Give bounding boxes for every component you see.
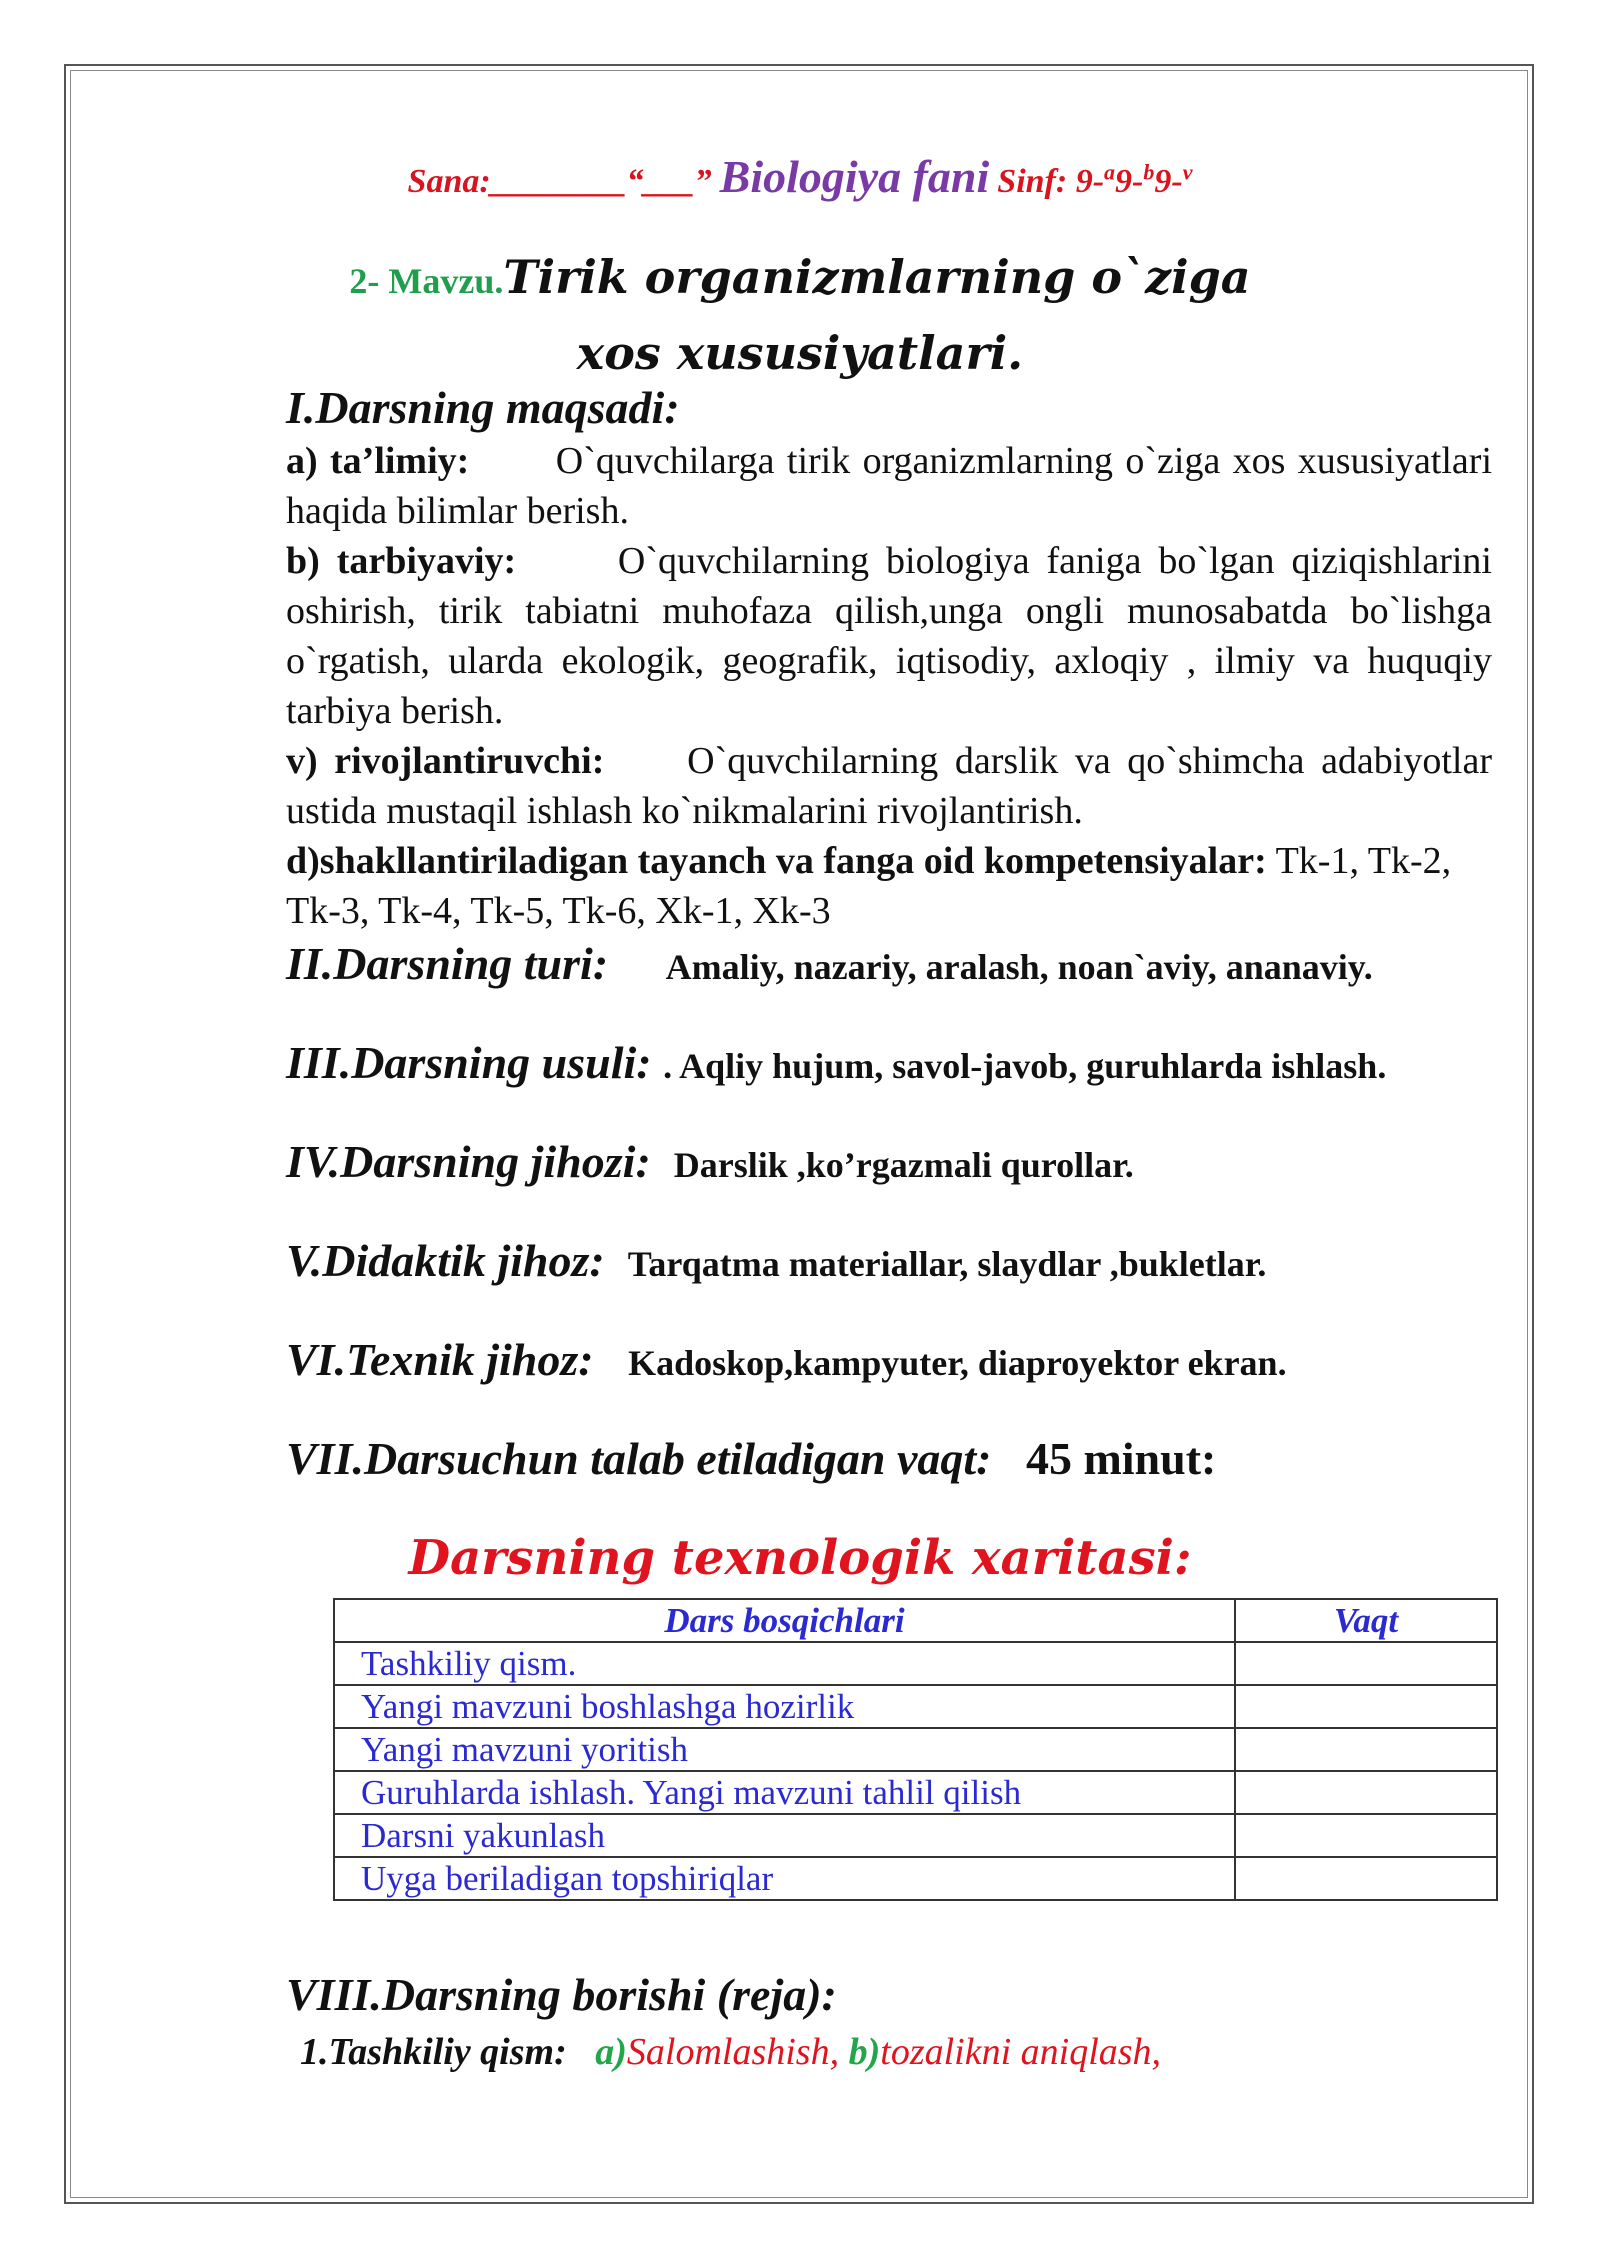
topic-title: Tirik organizmlarning o`ziga xos xususiyatlari. bbox=[503, 250, 1251, 380]
goal-competencies: d)shakllantiriladigan tayanch va fanga oid kompetensiyalar: Tk-1, Tk-2, Tk-3, Tk-4, Tk-5, Tk-6, Xk-1, Xk-3 bbox=[286, 840, 1452, 932]
stage-cell: Yangi mavzuni yoritish bbox=[334, 1728, 1235, 1771]
table-row bbox=[334, 1814, 1497, 1857]
table-row bbox=[334, 1857, 1497, 1900]
table-row bbox=[334, 1728, 1497, 1771]
table-row bbox=[334, 1771, 1497, 1814]
tech-map-table bbox=[333, 1598, 1498, 1901]
table-row bbox=[334, 1642, 1497, 1685]
header-line bbox=[0, 150, 1600, 203]
tech-map-title: Darsning texnologik xaritasi: bbox=[408, 1530, 1192, 1586]
col-stage-header: Dars bosqichlari bbox=[334, 1599, 1235, 1642]
section-method: III.Darsning usuli: . Aqliy hujum, savol-javob, guruhlarda ishlash. bbox=[286, 1037, 1387, 1088]
time-cell bbox=[1235, 1771, 1497, 1814]
topic-label: 2- Mavzu. bbox=[349, 261, 504, 301]
table-header-row bbox=[334, 1599, 1497, 1642]
goal-developmental: v) rivojlantiruvchi: O`quvchilarning darslik va qo`shimcha adabiyotlar ustida mustaqil ishlash ko`nikmalarini rivojlantirish. bbox=[286, 740, 1492, 832]
lesson-content bbox=[286, 380, 1492, 1487]
table-row bbox=[334, 1685, 1497, 1728]
section-type: II.Darsning turi: Amaliy, nazariy, aralash, noan`aviy, ananaviy. bbox=[286, 938, 1373, 989]
time-cell bbox=[1235, 1642, 1497, 1685]
stage-cell: Uyga beriladigan topshiriqlar bbox=[334, 1857, 1235, 1900]
stage-cell: Guruhlarda ishlash. Yangi mavzuni tahlil qilish bbox=[334, 1771, 1235, 1814]
plan-heading: VIII.Darsning borishi (reja): bbox=[286, 1969, 837, 2020]
time-cell bbox=[1235, 1728, 1497, 1771]
section-didactic: V.Didaktik jihoz: Tarqatma materiallar, slaydlar ,bukletlar. bbox=[286, 1235, 1267, 1286]
stage-cell: Yangi mavzuni boshlashga hozirlik bbox=[334, 1685, 1235, 1728]
stage-cell: Darsni yakunlash bbox=[334, 1814, 1235, 1857]
section-time: VII.Darsuchun talab etiladigan vaqt: 45 minut: bbox=[286, 1433, 1217, 1484]
section-goals-heading: I.Darsning maqsadi: bbox=[286, 382, 680, 433]
section-equipment: IV.Darsning jihozi: Darslik ,ko’rgazmali qurollar. bbox=[286, 1136, 1134, 1187]
col-time-header: Vaqt bbox=[1235, 1599, 1497, 1642]
time-cell bbox=[1235, 1857, 1497, 1900]
goal-educational: a) ta’limiy: O`quvchilarga tirik organizmlarning o`ziga xos xususiyatlari haqida bilimlar berish. bbox=[286, 440, 1493, 532]
plan-item-1: 1.Tashkiliy qism: a)Salomlashish, b)tozalikni aniqlash, bbox=[300, 2031, 1162, 2073]
time-cell bbox=[1235, 1814, 1497, 1857]
subject-name: Biologiya fani bbox=[719, 151, 990, 202]
stage-cell: Tashkiliy qism. bbox=[334, 1642, 1235, 1685]
goal-upbringing: b) tarbiyaviy: O`quvchilarning biologiya faniga bo`lgan qiziqishlarini oshirish, tirik tabiatni muhofaza qilish,unga ongli munosabatda bo`lishga o`rgatish, ularda ekologik, geografik, iqtisodiy, axloqiy , ilmiy va huquqiy tarbiya berish. bbox=[286, 540, 1492, 732]
date-label: Sana:________“___” bbox=[407, 163, 712, 200]
class-label: Sinf: 9-$^a$9-$^b$9-$^v$ bbox=[997, 159, 1193, 200]
time-cell bbox=[1235, 1685, 1497, 1728]
section-technical: VI.Texnik jihoz: Kadoskop,kampyuter, diaproyektor ekran. bbox=[286, 1334, 1287, 1385]
topic-heading bbox=[300, 245, 1300, 397]
